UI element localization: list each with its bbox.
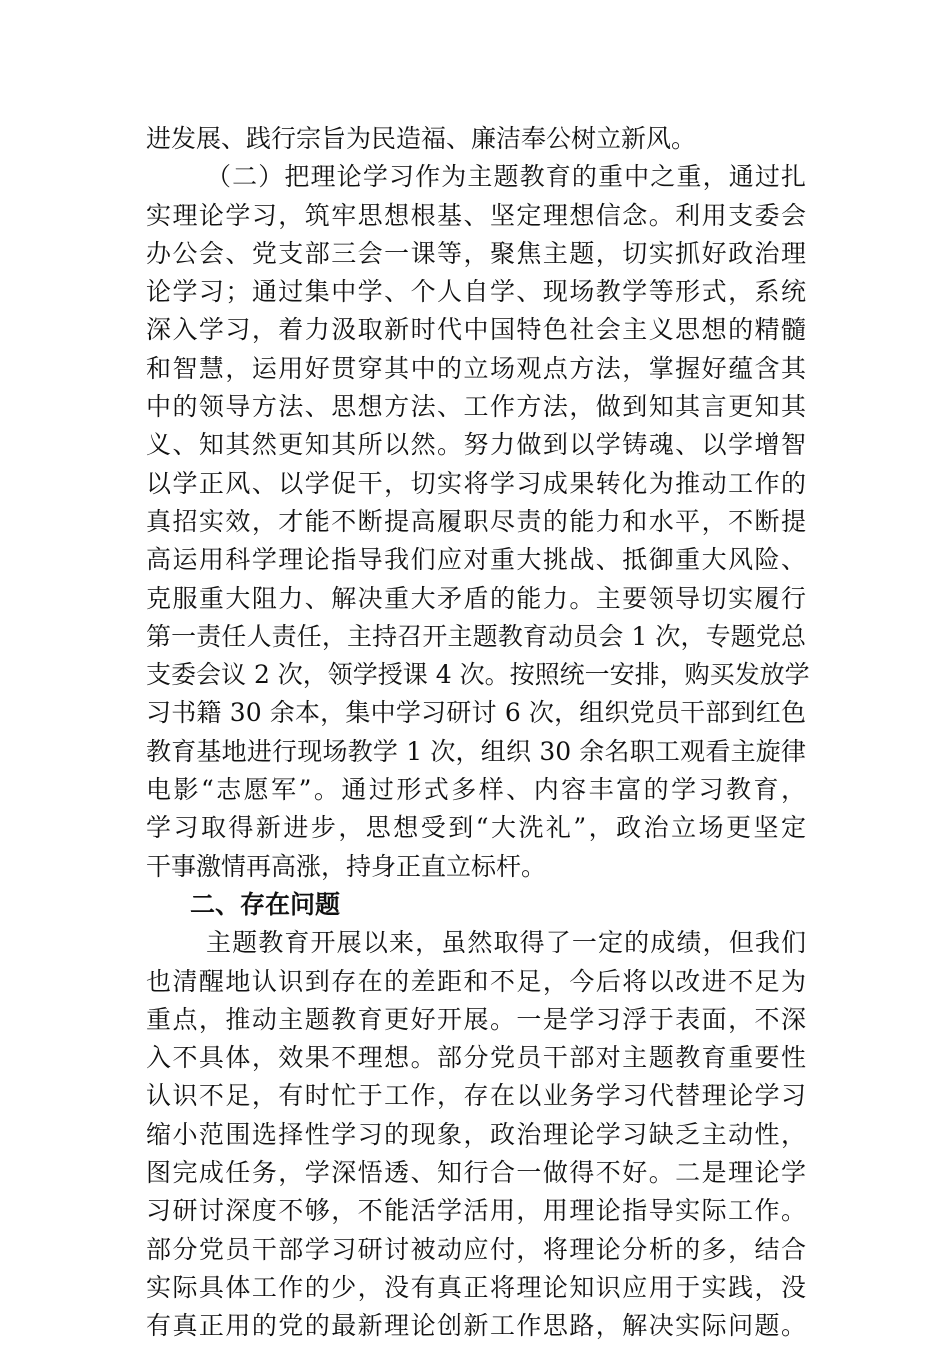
paragraph-line: 认识不足，有时忙于工作，存在以业务学习代替理论学习 bbox=[146, 1081, 806, 1111]
paragraph-line: 主题教育开展以来，虽然取得了一定的成绩，但我们 bbox=[206, 928, 806, 958]
paragraph-line: 入不具体，效果不理想。部分党员干部对主题教育重要性 bbox=[146, 1043, 806, 1073]
paragraph-line: 第一责任人责任，主持召开主题教育动员会 1 次，专题党总 bbox=[146, 621, 806, 651]
paragraph-line: 高运用科学理论指导我们应对重大挑战、抵御重大风险、 bbox=[146, 545, 806, 575]
paragraph-line: 习研讨深度不够，不能活学活用，用理论指导实际工作。 bbox=[146, 1196, 806, 1226]
paragraph-line: 真招实效，才能不断提高履职尽责的能力和水平，不断提 bbox=[146, 506, 806, 536]
paragraph-line: 中的领导方法、思想方法、工作方法，做到知其言更知其 bbox=[146, 392, 806, 422]
paragraph-line: 教育基地进行现场教学 1 次，组织 30 余名职工观看主旋律 bbox=[146, 736, 806, 766]
paragraph-line: 进发展、践行宗旨为民造福、廉洁奉公树立新风。 bbox=[146, 124, 697, 153]
paragraph-line: 支委会议 2 次，领学授课 4 次。按照统一安排，购买发放学 bbox=[146, 660, 810, 690]
paragraph-line: 缩小范围选择性学习的现象，政治理论学习缺乏主动性， bbox=[146, 1119, 806, 1149]
paragraph-line: 图完成任务，学深悟透、知行合一做得不好。二是理论学 bbox=[146, 1158, 806, 1188]
paragraph-line: 论学习；通过集中学、个人自学、现场教学等形式，系统 bbox=[146, 277, 806, 307]
paragraph-line: 克服重大阻力、解决重大矛盾的能力。主要领导切实履行 bbox=[146, 583, 806, 613]
paragraph-line: 习书籍 30 余本，集中学习研讨 6 次，组织党员干部到红色 bbox=[146, 698, 806, 728]
paragraph-line: 义、知其然更知其所以然。努力做到以学铸魂、以学增智 bbox=[146, 430, 806, 460]
section-heading: 二、存在问题 bbox=[190, 889, 341, 919]
paragraph-line: 也清醒地认识到存在的差距和不足，今后将以改进不足为 bbox=[146, 966, 806, 996]
paragraph-line: 深入学习，着力汲取新时代中国特色社会主义思想的精髓 bbox=[146, 315, 806, 345]
paragraph-line: 实理论学习，筑牢思想根基、坚定理想信念。利用支委会 bbox=[146, 200, 806, 230]
paragraph-line: 和智慧，运用好贯穿其中的立场观点方法，掌握好蕴含其 bbox=[146, 353, 806, 383]
paragraph-line: 以学正风、以学促干，切实将学习成果转化为推动工作的 bbox=[146, 468, 806, 498]
paragraph-line: 办公会、党支部三会一课等，聚焦主题，切实抓好政治理 bbox=[146, 238, 806, 268]
paragraph-line: （二）把理论学习作为主题教育的重中之重，通过扎 bbox=[206, 162, 806, 192]
document-body bbox=[146, 120, 810, 1346]
paragraph-line: 重点，推动主题教育更好开展。一是学习浮于表面，不深 bbox=[146, 1004, 806, 1034]
paragraph-line: 电影“志愿军”。通过形式多样、内容丰富的学习教育， bbox=[146, 775, 806, 805]
paragraph-line: 部分党员干部学习研讨被动应付，将理论分析的多，结合 bbox=[146, 1234, 806, 1264]
paragraph-line: 学习取得新进步，思想受到“大洗礼”，政治立场更坚定 bbox=[146, 813, 806, 843]
paragraph-line: 实际具体工作的少，没有真正将理论知识应用于实践，没 bbox=[146, 1272, 806, 1302]
paragraph-line: 有真正用的党的最新理论创新工作思路，解决实际问题。 bbox=[146, 1311, 806, 1341]
paragraph-line: 干事激情再高涨，持身正直立标杆。 bbox=[146, 851, 547, 881]
